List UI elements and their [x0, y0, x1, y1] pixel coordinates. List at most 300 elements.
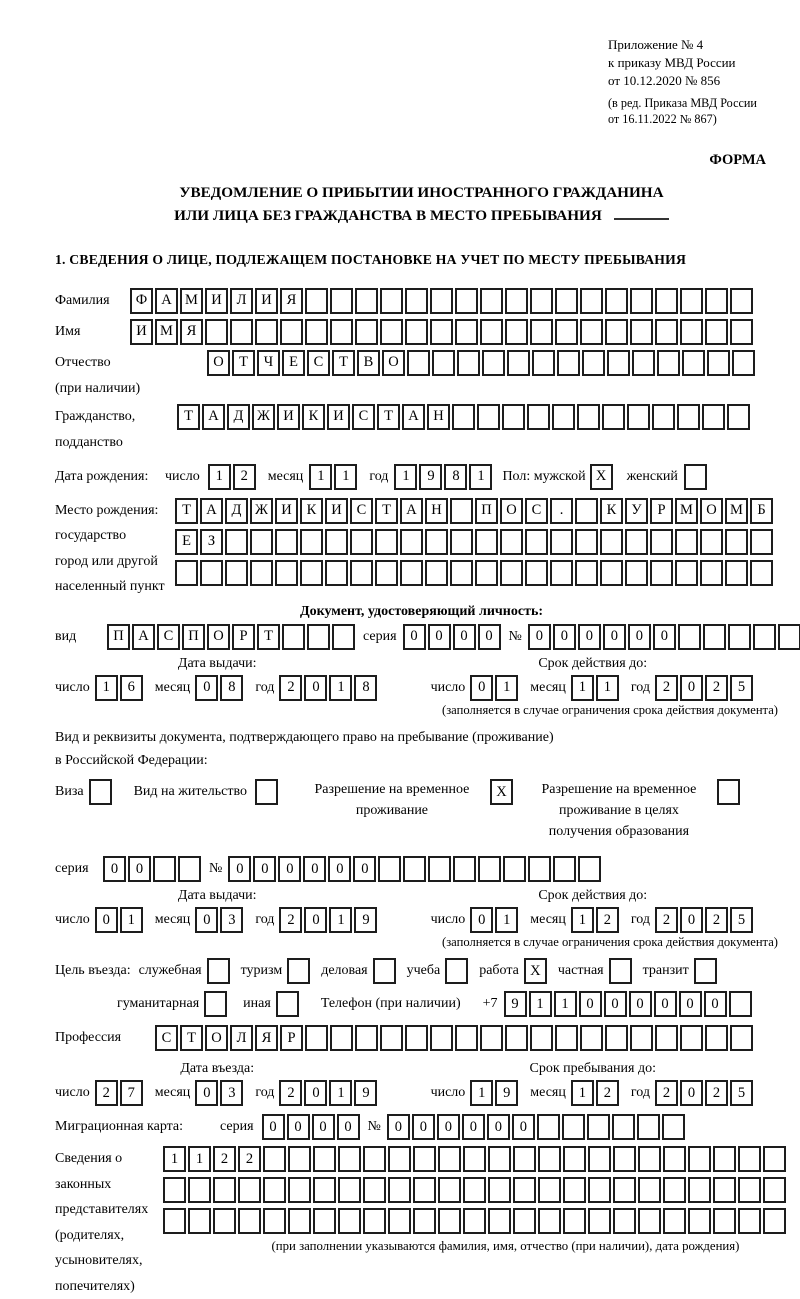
char-cell[interactable] — [507, 350, 530, 376]
char-cell[interactable] — [638, 1177, 661, 1203]
char-cell[interactable] — [537, 1114, 560, 1140]
char-cell[interactable]: Т — [332, 350, 355, 376]
char-cell[interactable]: . — [550, 498, 573, 524]
char-cell[interactable] — [403, 856, 426, 882]
char-cell[interactable]: 1 — [470, 1080, 493, 1106]
char-cell[interactable]: П — [475, 498, 498, 524]
char-cell[interactable]: 0 — [470, 907, 493, 933]
char-cell[interactable] — [655, 288, 678, 314]
char-cell[interactable]: Т — [175, 498, 198, 524]
char-cell[interactable] — [230, 319, 253, 345]
char-cell[interactable]: 2 — [279, 675, 302, 701]
char-cell[interactable] — [288, 1208, 311, 1234]
char-cell[interactable]: 0 — [253, 856, 276, 882]
char-cell[interactable]: 1 — [208, 464, 231, 490]
char-cell[interactable]: Т — [232, 350, 255, 376]
char-cell[interactable] — [428, 856, 451, 882]
char-cell[interactable] — [263, 1208, 286, 1234]
char-cell[interactable]: 0 — [128, 856, 151, 882]
char-cell[interactable] — [527, 404, 550, 430]
char-cell[interactable] — [505, 319, 528, 345]
char-cell[interactable] — [663, 1146, 686, 1172]
char-cell[interactable]: И — [277, 404, 300, 430]
char-cell[interactable] — [350, 529, 373, 555]
char-cell[interactable] — [707, 350, 730, 376]
char-cell[interactable]: 0 — [680, 675, 703, 701]
char-cell[interactable] — [713, 1177, 736, 1203]
char-cell[interactable]: Я — [255, 1025, 278, 1051]
char-cell[interactable] — [555, 288, 578, 314]
char-cell[interactable]: С — [307, 350, 330, 376]
char-cell[interactable] — [330, 1025, 353, 1051]
char-cell[interactable] — [305, 319, 328, 345]
char-cell[interactable]: С — [352, 404, 375, 430]
char-cell[interactable]: М — [180, 288, 203, 314]
char-cell[interactable] — [552, 404, 575, 430]
char-cell[interactable]: М — [725, 498, 748, 524]
char-cell[interactable]: 2 — [705, 675, 728, 701]
char-cell[interactable]: 0 — [303, 856, 326, 882]
char-cell[interactable]: 5 — [730, 907, 753, 933]
char-cell[interactable]: А — [155, 288, 178, 314]
char-cell[interactable] — [652, 404, 675, 430]
char-cell[interactable] — [530, 1025, 553, 1051]
char-cell[interactable]: Б — [750, 498, 773, 524]
char-cell[interactable]: С — [157, 624, 180, 650]
char-cell[interactable]: Л — [230, 288, 253, 314]
char-cell[interactable] — [213, 1177, 236, 1203]
char-cell[interactable]: 1 — [163, 1146, 186, 1172]
char-cell[interactable] — [400, 529, 423, 555]
char-cell[interactable]: К — [600, 498, 623, 524]
char-cell[interactable] — [655, 319, 678, 345]
char-cell[interactable]: П — [107, 624, 130, 650]
char-cell[interactable]: 0 — [680, 907, 703, 933]
char-cell[interactable] — [263, 1177, 286, 1203]
char-cell[interactable] — [688, 1177, 711, 1203]
char-cell[interactable] — [650, 560, 673, 586]
char-cell[interactable] — [276, 991, 299, 1017]
char-cell[interactable]: И — [255, 288, 278, 314]
char-cell[interactable]: О — [205, 1025, 228, 1051]
char-cell[interactable]: У — [625, 498, 648, 524]
char-cell[interactable] — [580, 319, 603, 345]
char-cell[interactable] — [338, 1208, 361, 1234]
char-cell[interactable]: 1 — [334, 464, 357, 490]
char-cell[interactable]: О — [700, 498, 723, 524]
char-cell[interactable] — [255, 779, 278, 805]
char-cell[interactable] — [588, 1146, 611, 1172]
char-cell[interactable]: 3 — [220, 1080, 243, 1106]
char-cell[interactable] — [178, 856, 201, 882]
char-cell[interactable] — [563, 1146, 586, 1172]
char-cell[interactable] — [750, 529, 773, 555]
char-cell[interactable] — [580, 1025, 603, 1051]
char-cell[interactable] — [637, 1114, 660, 1140]
char-cell[interactable] — [577, 404, 600, 430]
char-cell[interactable]: 2 — [596, 1080, 619, 1106]
char-cell[interactable] — [375, 529, 398, 555]
char-cell[interactable] — [425, 529, 448, 555]
char-cell[interactable]: 0 — [403, 624, 426, 650]
char-cell[interactable]: 5 — [730, 1080, 753, 1106]
char-cell[interactable] — [363, 1208, 386, 1234]
char-cell[interactable] — [525, 529, 548, 555]
char-cell[interactable]: А — [400, 498, 423, 524]
char-cell[interactable] — [313, 1177, 336, 1203]
char-cell[interactable]: 2 — [233, 464, 256, 490]
char-cell[interactable] — [250, 560, 273, 586]
char-cell[interactable] — [263, 1146, 286, 1172]
char-cell[interactable]: 8 — [220, 675, 243, 701]
char-cell[interactable] — [338, 1146, 361, 1172]
char-cell[interactable] — [575, 498, 598, 524]
char-cell[interactable] — [530, 288, 553, 314]
char-cell[interactable] — [453, 856, 476, 882]
char-cell[interactable] — [375, 560, 398, 586]
char-cell[interactable] — [580, 288, 603, 314]
char-cell[interactable] — [200, 560, 223, 586]
char-cell[interactable] — [678, 624, 701, 650]
char-cell[interactable]: 8 — [444, 464, 467, 490]
char-cell[interactable] — [613, 1208, 636, 1234]
char-cell[interactable] — [238, 1208, 261, 1234]
char-cell[interactable]: Р — [232, 624, 255, 650]
char-cell[interactable] — [538, 1208, 561, 1234]
char-cell[interactable]: Т — [180, 1025, 203, 1051]
char-cell[interactable]: Ф — [130, 288, 153, 314]
char-cell[interactable] — [500, 529, 523, 555]
char-cell[interactable] — [725, 560, 748, 586]
char-cell[interactable]: 0 — [353, 856, 376, 882]
char-cell[interactable] — [330, 288, 353, 314]
char-cell[interactable] — [753, 624, 776, 650]
char-cell[interactable] — [684, 464, 707, 490]
char-cell[interactable] — [538, 1146, 561, 1172]
char-cell[interactable] — [588, 1177, 611, 1203]
char-cell[interactable] — [452, 404, 475, 430]
char-cell[interactable] — [413, 1146, 436, 1172]
char-cell[interactable]: А — [202, 404, 225, 430]
char-cell[interactable]: 2 — [213, 1146, 236, 1172]
char-cell[interactable]: 0 — [512, 1114, 535, 1140]
char-cell[interactable]: И — [325, 498, 348, 524]
char-cell[interactable] — [463, 1146, 486, 1172]
char-cell[interactable] — [175, 560, 198, 586]
char-cell[interactable]: 0 — [304, 675, 327, 701]
char-cell[interactable]: Н — [425, 498, 448, 524]
char-cell[interactable]: 0 — [387, 1114, 410, 1140]
char-cell[interactable]: 1 — [469, 464, 492, 490]
char-cell[interactable] — [625, 560, 648, 586]
char-cell[interactable] — [204, 991, 227, 1017]
char-cell[interactable]: 1 — [571, 1080, 594, 1106]
char-cell[interactable]: X — [590, 464, 613, 490]
char-cell[interactable] — [728, 624, 751, 650]
char-cell[interactable]: 2 — [655, 907, 678, 933]
char-cell[interactable] — [605, 1025, 628, 1051]
char-cell[interactable] — [502, 404, 525, 430]
char-cell[interactable] — [703, 624, 726, 650]
char-cell[interactable]: Ж — [250, 498, 273, 524]
char-cell[interactable]: 0 — [453, 624, 476, 650]
char-cell[interactable] — [450, 498, 473, 524]
char-cell[interactable]: 0 — [278, 856, 301, 882]
char-cell[interactable]: 0 — [337, 1114, 360, 1140]
char-cell[interactable] — [738, 1177, 761, 1203]
char-cell[interactable] — [732, 350, 755, 376]
char-cell[interactable]: 0 — [487, 1114, 510, 1140]
char-cell[interactable]: 0 — [478, 624, 501, 650]
char-cell[interactable]: Л — [230, 1025, 253, 1051]
char-cell[interactable] — [455, 288, 478, 314]
char-cell[interactable]: 3 — [220, 907, 243, 933]
char-cell[interactable]: С — [525, 498, 548, 524]
char-cell[interactable]: X — [524, 958, 547, 984]
char-cell[interactable] — [555, 1025, 578, 1051]
char-cell[interactable] — [662, 1114, 685, 1140]
char-cell[interactable] — [455, 1025, 478, 1051]
char-cell[interactable] — [600, 560, 623, 586]
char-cell[interactable] — [675, 529, 698, 555]
char-cell[interactable] — [625, 529, 648, 555]
char-cell[interactable]: 2 — [655, 675, 678, 701]
char-cell[interactable]: 9 — [504, 991, 527, 1017]
char-cell[interactable] — [727, 404, 750, 430]
char-cell[interactable] — [532, 350, 555, 376]
char-cell[interactable] — [305, 288, 328, 314]
char-cell[interactable] — [225, 529, 248, 555]
char-cell[interactable] — [677, 404, 700, 430]
char-cell[interactable] — [530, 319, 553, 345]
char-cell[interactable]: Р — [650, 498, 673, 524]
char-cell[interactable]: И — [327, 404, 350, 430]
char-cell[interactable] — [738, 1208, 761, 1234]
char-cell[interactable]: X — [490, 779, 513, 805]
char-cell[interactable] — [563, 1208, 586, 1234]
char-cell[interactable]: С — [155, 1025, 178, 1051]
char-cell[interactable] — [729, 991, 752, 1017]
char-cell[interactable] — [680, 1025, 703, 1051]
char-cell[interactable] — [213, 1208, 236, 1234]
char-cell[interactable] — [680, 288, 703, 314]
char-cell[interactable] — [630, 319, 653, 345]
char-cell[interactable] — [332, 624, 355, 650]
char-cell[interactable] — [557, 350, 580, 376]
char-cell[interactable]: 9 — [495, 1080, 518, 1106]
char-cell[interactable] — [480, 319, 503, 345]
char-cell[interactable]: 1 — [495, 907, 518, 933]
char-cell[interactable] — [463, 1177, 486, 1203]
char-cell[interactable] — [550, 529, 573, 555]
char-cell[interactable] — [688, 1208, 711, 1234]
char-cell[interactable] — [430, 1025, 453, 1051]
char-cell[interactable] — [207, 958, 230, 984]
char-cell[interactable] — [717, 779, 740, 805]
char-cell[interactable] — [613, 1177, 636, 1203]
char-cell[interactable] — [438, 1208, 461, 1234]
char-cell[interactable]: 0 — [578, 624, 601, 650]
char-cell[interactable]: К — [302, 404, 325, 430]
char-cell[interactable] — [513, 1208, 536, 1234]
char-cell[interactable] — [700, 529, 723, 555]
char-cell[interactable] — [363, 1177, 386, 1203]
char-cell[interactable]: 1 — [554, 991, 577, 1017]
char-cell[interactable] — [613, 1146, 636, 1172]
char-cell[interactable] — [600, 529, 623, 555]
char-cell[interactable]: 0 — [628, 624, 651, 650]
char-cell[interactable] — [738, 1146, 761, 1172]
char-cell[interactable] — [550, 560, 573, 586]
char-cell[interactable] — [450, 560, 473, 586]
char-cell[interactable] — [425, 560, 448, 586]
char-cell[interactable] — [505, 288, 528, 314]
char-cell[interactable]: 2 — [95, 1080, 118, 1106]
char-cell[interactable] — [638, 1208, 661, 1234]
char-cell[interactable]: 9 — [354, 907, 377, 933]
char-cell[interactable]: И — [275, 498, 298, 524]
char-cell[interactable]: 0 — [328, 856, 351, 882]
char-cell[interactable] — [405, 288, 428, 314]
char-cell[interactable] — [675, 560, 698, 586]
char-cell[interactable]: 6 — [120, 675, 143, 701]
char-cell[interactable] — [763, 1146, 786, 1172]
char-cell[interactable] — [300, 560, 323, 586]
char-cell[interactable]: 1 — [329, 675, 352, 701]
char-cell[interactable] — [430, 288, 453, 314]
char-cell[interactable]: А — [200, 498, 223, 524]
char-cell[interactable]: 2 — [279, 1080, 302, 1106]
char-cell[interactable]: 0 — [553, 624, 576, 650]
char-cell[interactable]: 0 — [704, 991, 727, 1017]
char-cell[interactable] — [705, 1025, 728, 1051]
char-cell[interactable]: Т — [257, 624, 280, 650]
char-cell[interactable] — [405, 1025, 428, 1051]
char-cell[interactable]: 0 — [437, 1114, 460, 1140]
char-cell[interactable] — [602, 404, 625, 430]
char-cell[interactable] — [275, 560, 298, 586]
char-cell[interactable]: Р — [280, 1025, 303, 1051]
char-cell[interactable]: Д — [225, 498, 248, 524]
char-cell[interactable] — [288, 1177, 311, 1203]
char-cell[interactable] — [632, 350, 655, 376]
char-cell[interactable] — [363, 1146, 386, 1172]
char-cell[interactable] — [682, 350, 705, 376]
char-cell[interactable] — [463, 1208, 486, 1234]
char-cell[interactable] — [275, 529, 298, 555]
char-cell[interactable] — [605, 319, 628, 345]
char-cell[interactable]: О — [382, 350, 405, 376]
char-cell[interactable]: 9 — [419, 464, 442, 490]
char-cell[interactable] — [713, 1146, 736, 1172]
char-cell[interactable] — [407, 350, 430, 376]
char-cell[interactable]: З — [200, 529, 223, 555]
char-cell[interactable]: 0 — [653, 624, 676, 650]
char-cell[interactable] — [188, 1177, 211, 1203]
char-cell[interactable] — [700, 560, 723, 586]
char-cell[interactable]: 0 — [228, 856, 251, 882]
char-cell[interactable] — [380, 288, 403, 314]
char-cell[interactable] — [663, 1177, 686, 1203]
char-cell[interactable] — [373, 958, 396, 984]
char-cell[interactable]: 1 — [120, 907, 143, 933]
char-cell[interactable]: 0 — [304, 907, 327, 933]
char-cell[interactable] — [255, 319, 278, 345]
char-cell[interactable] — [438, 1177, 461, 1203]
char-cell[interactable] — [730, 288, 753, 314]
char-cell[interactable] — [380, 1025, 403, 1051]
char-cell[interactable] — [503, 856, 526, 882]
char-cell[interactable] — [630, 1025, 653, 1051]
char-cell[interactable]: 1 — [571, 907, 594, 933]
char-cell[interactable]: 1 — [495, 675, 518, 701]
char-cell[interactable] — [612, 1114, 635, 1140]
char-cell[interactable] — [657, 350, 680, 376]
char-cell[interactable] — [355, 1025, 378, 1051]
char-cell[interactable]: М — [675, 498, 698, 524]
char-cell[interactable] — [450, 529, 473, 555]
char-cell[interactable]: 0 — [603, 624, 626, 650]
char-cell[interactable] — [763, 1177, 786, 1203]
char-cell[interactable]: 0 — [262, 1114, 285, 1140]
char-cell[interactable]: 0 — [195, 675, 218, 701]
char-cell[interactable]: 2 — [279, 907, 302, 933]
char-cell[interactable] — [305, 1025, 328, 1051]
char-cell[interactable]: С — [350, 498, 373, 524]
char-cell[interactable]: 0 — [304, 1080, 327, 1106]
char-cell[interactable]: 0 — [95, 907, 118, 933]
char-cell[interactable]: Ч — [257, 350, 280, 376]
char-cell[interactable]: М — [155, 319, 178, 345]
char-cell[interactable] — [430, 319, 453, 345]
char-cell[interactable] — [330, 319, 353, 345]
char-cell[interactable] — [338, 1177, 361, 1203]
char-cell[interactable]: 1 — [95, 675, 118, 701]
char-cell[interactable] — [605, 288, 628, 314]
char-cell[interactable]: Т — [375, 498, 398, 524]
char-cell[interactable]: О — [500, 498, 523, 524]
char-cell[interactable] — [702, 404, 725, 430]
char-cell[interactable] — [280, 319, 303, 345]
char-cell[interactable] — [688, 1146, 711, 1172]
char-cell[interactable] — [405, 319, 428, 345]
char-cell[interactable] — [513, 1177, 536, 1203]
char-cell[interactable] — [307, 624, 330, 650]
char-cell[interactable] — [432, 350, 455, 376]
char-cell[interactable] — [388, 1208, 411, 1234]
char-cell[interactable] — [582, 350, 605, 376]
char-cell[interactable]: 0 — [528, 624, 551, 650]
char-cell[interactable] — [562, 1114, 585, 1140]
char-cell[interactable] — [513, 1146, 536, 1172]
char-cell[interactable]: И — [130, 319, 153, 345]
char-cell[interactable] — [153, 856, 176, 882]
char-cell[interactable] — [163, 1208, 186, 1234]
char-cell[interactable]: Ж — [252, 404, 275, 430]
char-cell[interactable] — [500, 560, 523, 586]
char-cell[interactable]: 5 — [730, 675, 753, 701]
char-cell[interactable]: 1 — [394, 464, 417, 490]
char-cell[interactable] — [413, 1177, 436, 1203]
char-cell[interactable] — [478, 856, 501, 882]
char-cell[interactable]: К — [300, 498, 323, 524]
char-cell[interactable]: Я — [280, 288, 303, 314]
char-cell[interactable]: 0 — [287, 1114, 310, 1140]
char-cell[interactable]: 0 — [680, 1080, 703, 1106]
char-cell[interactable] — [482, 350, 505, 376]
char-cell[interactable] — [325, 529, 348, 555]
char-cell[interactable]: О — [207, 350, 230, 376]
